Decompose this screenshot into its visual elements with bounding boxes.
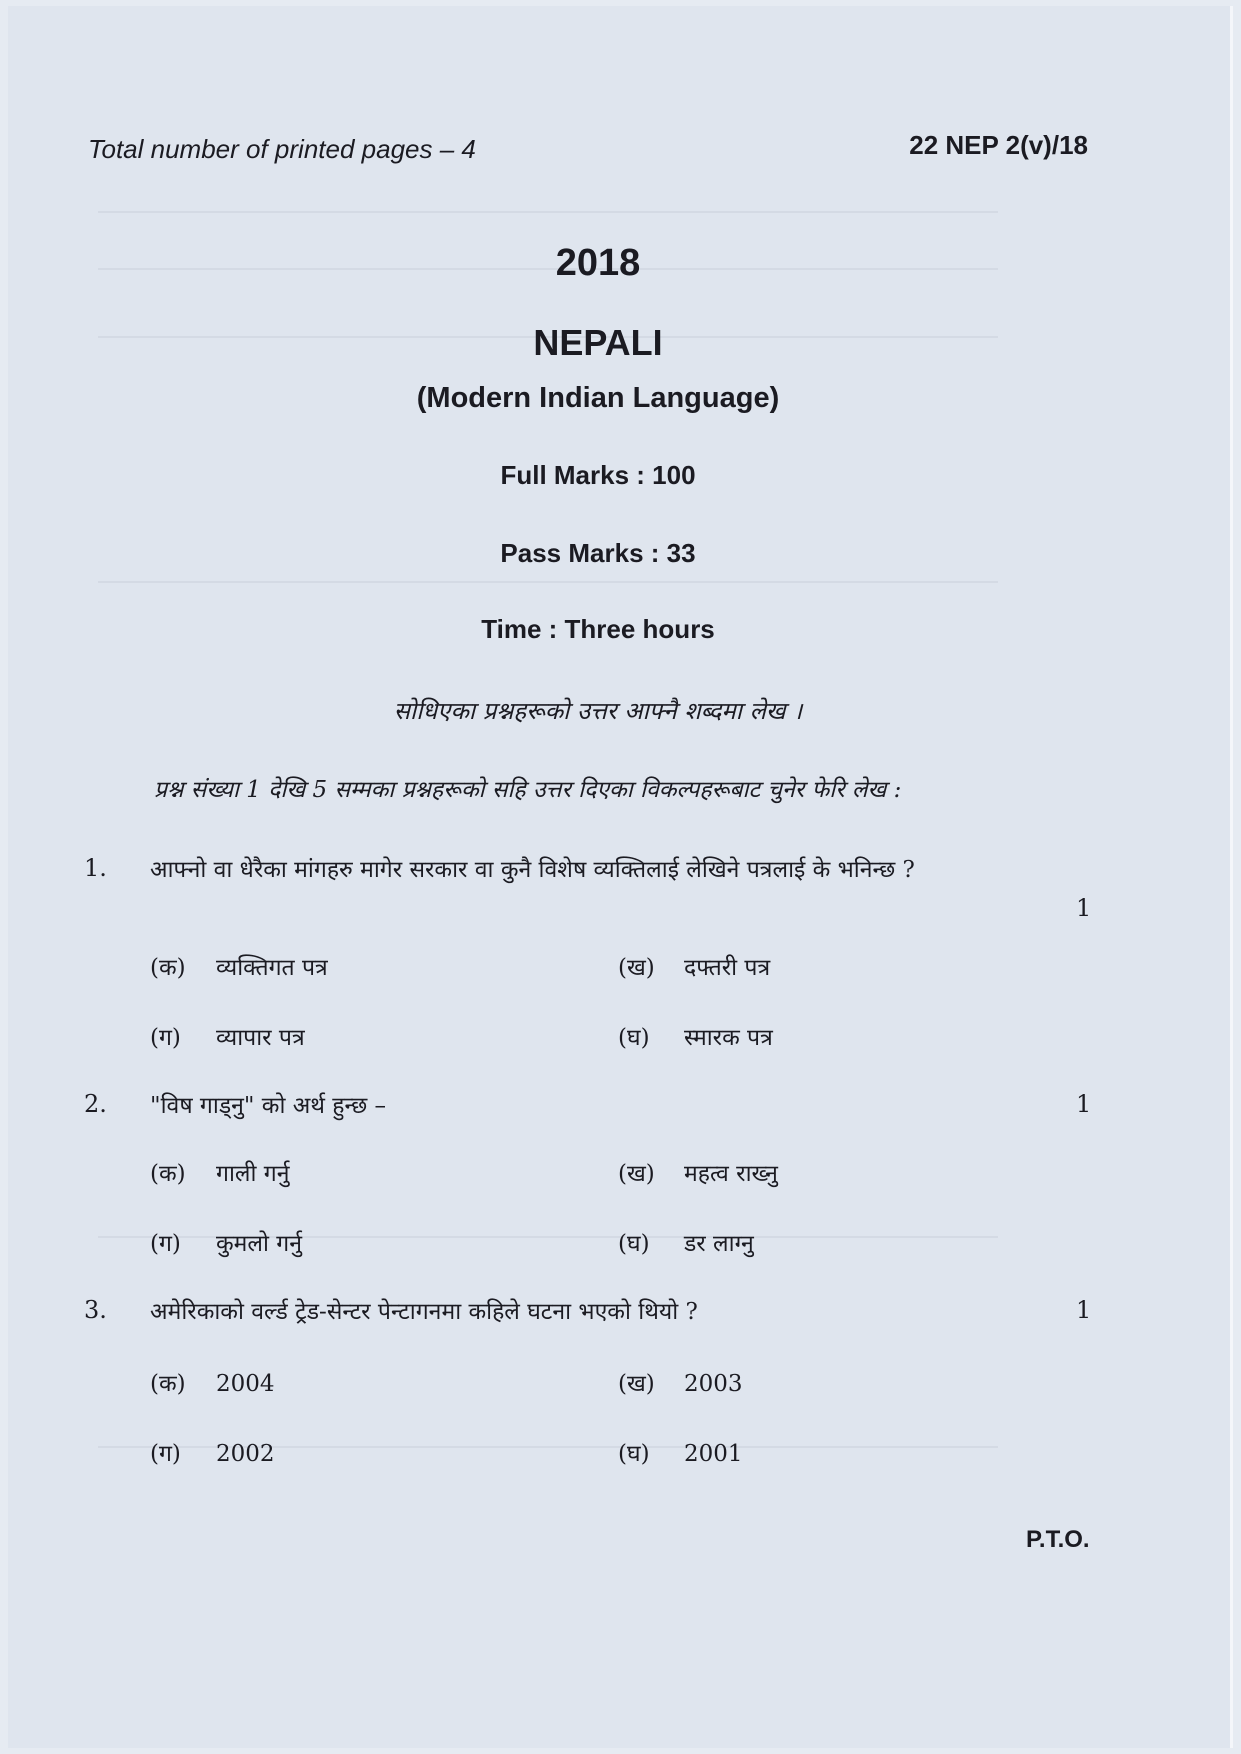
- option-ga: [150, 1436, 275, 1468]
- full-marks: Full Marks : 100: [500, 460, 696, 490]
- question-mark: 1: [1076, 894, 1092, 922]
- question-text: "विष गाड्नु" को अर्थ हुन्छ –: [150, 1093, 387, 1119]
- please-turn-over: P.T.O.: [1026, 1526, 1090, 1553]
- option-text: 2004: [216, 1371, 275, 1397]
- mcq-instruction: प्रश्न संख्या 1 देखि 5 सम्मका प्रश्नहरूको सहि उत्तर दिएका विकल्पहरूबाट चुनेर फेरि लेख :: [154, 777, 902, 803]
- option-ga: [150, 1020, 305, 1052]
- pass-marks: Pass Marks : 33: [500, 538, 696, 568]
- option-text: 2003: [684, 1371, 743, 1397]
- option-text: डर लाग्नु: [684, 1231, 754, 1257]
- question-number: 2.: [84, 1090, 107, 1118]
- option-label: (घ): [618, 1441, 650, 1467]
- general-instruction: सोधिएका प्रश्नहरूको उत्तर आफ्नै शब्दमा लेख ।: [393, 697, 803, 725]
- option-label: (ग): [150, 1231, 181, 1257]
- option-gha: [618, 1436, 743, 1468]
- subject-title: NEPALI: [533, 322, 663, 363]
- option-label: (ख): [618, 1371, 655, 1397]
- exam-duration: Time : Three hours: [481, 614, 715, 644]
- option-kha: [618, 1366, 743, 1398]
- option-ka: [150, 1156, 289, 1188]
- option-label: (ख): [618, 955, 655, 981]
- option-kha: [618, 1156, 778, 1188]
- option-text: स्मारक पत्र: [684, 1025, 773, 1051]
- option-label: (क): [150, 955, 186, 981]
- option-label: (घ): [618, 1231, 650, 1257]
- option-text: महत्व राख्नु: [684, 1161, 778, 1187]
- question-mark: 1: [1076, 1296, 1092, 1324]
- option-ka: [150, 950, 328, 982]
- question-number: 1.: [84, 854, 107, 882]
- option-kha: [618, 950, 770, 982]
- subject-subtitle: (Modern Indian Language): [416, 382, 780, 414]
- paper-code: 22 NEP 2(v)/18: [909, 130, 1088, 160]
- option-label: (ख): [618, 1161, 655, 1187]
- option-text: दफ्तरी पत्र: [684, 955, 771, 981]
- printed-pages-note: Total number of printed pages – 4: [88, 134, 476, 164]
- option-label: (ग): [150, 1441, 181, 1467]
- option-label: (घ): [618, 1025, 650, 1051]
- option-text: व्यापार पत्र: [216, 1025, 305, 1051]
- option-label: (ग): [150, 1025, 181, 1051]
- option-gha: [618, 1020, 773, 1052]
- bleed-through-line: [98, 581, 998, 583]
- question-text: आफ्नो वा धेरैका मांगहरु मागेर सरकार वा कुनै विशेष व्यक्तिलाई लेखिने पत्रलाई के भनिन्छ ?: [150, 857, 915, 883]
- option-label: (क): [150, 1161, 186, 1187]
- option-text: कुमलो गर्नु: [216, 1231, 302, 1257]
- exam-year: 2018: [555, 242, 641, 284]
- question-number: 3.: [84, 1296, 107, 1324]
- option-ga: [150, 1226, 302, 1258]
- option-text: 2001: [684, 1441, 743, 1467]
- option-text: व्यक्तिगत पत्र: [216, 955, 328, 981]
- question-text: अमेरिकाको वर्ल्ड ट्रेड-सेन्टर पेन्टागनमा कहिले घटना भएको थियो ?: [150, 1299, 698, 1325]
- bleed-through-line: [98, 211, 998, 213]
- option-ka: [150, 1366, 275, 1398]
- option-text: गाली गर्नु: [216, 1161, 290, 1187]
- option-text: 2002: [216, 1441, 275, 1467]
- exam-page: [8, 6, 1233, 1748]
- option-gha: [618, 1226, 754, 1258]
- option-label: (क): [150, 1371, 186, 1397]
- question-mark: 1: [1076, 1090, 1092, 1118]
